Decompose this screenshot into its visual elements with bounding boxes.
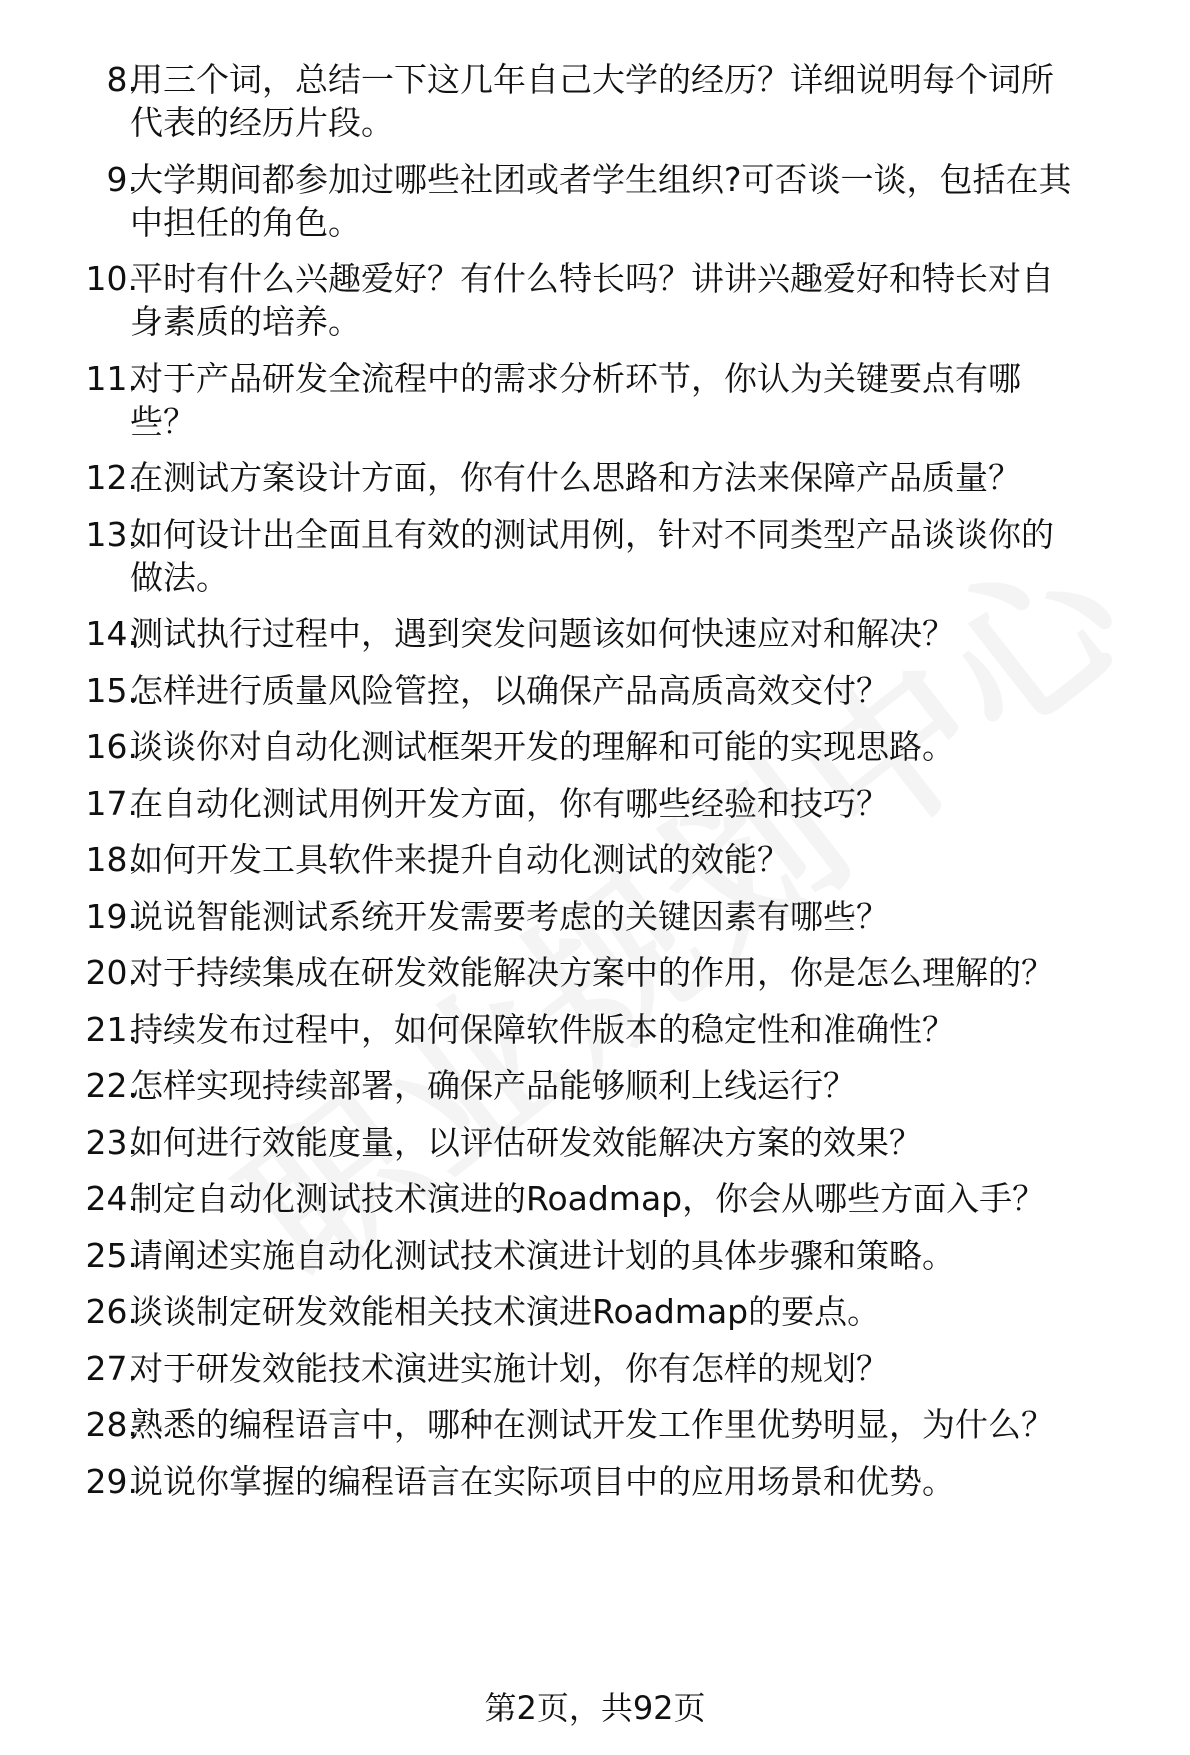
question-item bbox=[0, 1347, 1190, 1390]
question-item bbox=[0, 158, 1190, 244]
page-footer: 第2页，共92页 bbox=[484, 1689, 706, 1727]
question-number: 8. bbox=[106, 60, 138, 99]
question-text bbox=[130, 612, 1170, 655]
question-text-line: 如何开发工具软件来提升自动化测试的效能？ bbox=[130, 840, 790, 879]
question-text bbox=[130, 513, 1170, 599]
question-text bbox=[130, 1403, 1170, 1446]
question-text-line: 代表的经历片段。 bbox=[130, 103, 394, 142]
question-item bbox=[0, 725, 1190, 768]
question-number: 10. bbox=[85, 259, 138, 298]
question-text-line: 如何进行效能度量，以评估研发效能解决方案的效果？ bbox=[130, 1122, 922, 1162]
question-text bbox=[130, 1290, 1170, 1333]
question-item bbox=[0, 1064, 1190, 1107]
question-item bbox=[0, 1008, 1190, 1051]
question-item bbox=[0, 357, 1190, 443]
question-text bbox=[130, 951, 1170, 994]
question-text-line: 怎样实现持续部署，确保产品能够顺利上线运行？ bbox=[130, 1066, 856, 1105]
question-text-line: 说说智能测试系统开发需要考虑的关键因素有哪些？ bbox=[130, 896, 889, 936]
question-number: 15. bbox=[85, 670, 138, 710]
question-text bbox=[130, 1064, 1170, 1107]
question-text-line: 谈谈制定研发效能相关技术演进Roadmap的要点。 bbox=[130, 1292, 881, 1331]
question-text-line: 身素质的培养。 bbox=[130, 302, 361, 341]
question-number: 23. bbox=[85, 1122, 138, 1162]
question-text-line: 熟悉的编程语言中，哪种在测试开发工作里优势明显，为什么？ bbox=[130, 1405, 1054, 1444]
question-item bbox=[0, 456, 1190, 499]
question-text-line: 谈谈你对自动化测试框架开发的理解和可能的实现思路。 bbox=[130, 727, 955, 766]
question-text-line: 中担任的角色。 bbox=[130, 202, 361, 242]
question-text bbox=[130, 669, 1170, 712]
question-item bbox=[0, 782, 1190, 825]
question-text bbox=[130, 257, 1170, 343]
question-number: 11. bbox=[85, 358, 138, 398]
question-item bbox=[0, 1234, 1190, 1277]
question-text-line: 怎样进行质量风险管控，以确保产品高质高效交付？ bbox=[130, 670, 889, 710]
question-text-line: 对于持续集成在研发效能解决方案中的作用，你是怎么理解的？ bbox=[130, 953, 1054, 992]
question-number: 28. bbox=[85, 1405, 138, 1444]
question-text bbox=[130, 1347, 1170, 1390]
question-item bbox=[0, 1460, 1190, 1503]
question-number: 21. bbox=[85, 1009, 138, 1049]
question-item bbox=[0, 1403, 1190, 1446]
question-number: 24. bbox=[85, 1179, 138, 1218]
question-number: 16. bbox=[85, 727, 138, 766]
question-number: 17. bbox=[85, 783, 138, 823]
question-text-line: 持续发布过程中，如何保障软件版本的稳定性和准确性？ bbox=[130, 1009, 955, 1049]
question-number: 9. bbox=[106, 159, 138, 199]
question-number: 20. bbox=[85, 953, 138, 992]
question-number: 26. bbox=[85, 1292, 138, 1331]
question-text-line: 对于产品研发全流程中的需求分析环节，你认为关键要点有哪 bbox=[130, 358, 1021, 398]
question-item bbox=[0, 257, 1190, 343]
question-text-line: 做法。 bbox=[130, 557, 229, 597]
question-text bbox=[130, 1234, 1170, 1277]
question-text bbox=[130, 1121, 1170, 1164]
question-item bbox=[0, 669, 1190, 712]
question-number: 25. bbox=[85, 1235, 138, 1275]
question-item bbox=[0, 58, 1190, 144]
question-number: 22. bbox=[85, 1066, 138, 1105]
question-number: 14. bbox=[85, 614, 138, 653]
question-number: 12. bbox=[85, 458, 138, 497]
question-text bbox=[130, 725, 1170, 768]
question-text-line: 请阐述实施自动化测试技术演进计划的具体步骤和策略。 bbox=[130, 1235, 955, 1275]
question-text-line: 在测试方案设计方面，你有什么思路和方法来保障产品质量？ bbox=[130, 458, 1021, 497]
question-item bbox=[0, 1290, 1190, 1333]
question-text-line: 制定自动化测试技术演进的Roadmap，你会从哪些方面入手？ bbox=[130, 1179, 1046, 1218]
question-text-line: 平时有什么兴趣爱好？有什么特长吗？讲讲兴趣爱好和特长对自 bbox=[130, 259, 1054, 298]
question-number: 13. bbox=[85, 514, 138, 554]
question-text-line: 些？ bbox=[130, 401, 196, 441]
question-text bbox=[130, 1008, 1170, 1051]
question-item bbox=[0, 951, 1190, 994]
question-item bbox=[0, 1121, 1190, 1164]
question-text-line: 如何设计出全面且有效的测试用例，针对不同类型产品谈谈你的 bbox=[130, 514, 1054, 554]
question-item bbox=[0, 513, 1190, 599]
question-item bbox=[0, 838, 1190, 881]
question-item bbox=[0, 612, 1190, 655]
question-text-line: 测试执行过程中，遇到突发问题该如何快速应对和解决？ bbox=[130, 614, 955, 653]
question-text bbox=[130, 1460, 1170, 1503]
question-item bbox=[0, 895, 1190, 938]
question-text-line: 用三个词，总结一下这几年自己大学的经历？详细说明每个词所 bbox=[130, 60, 1054, 99]
question-number: 29. bbox=[85, 1461, 138, 1501]
question-text bbox=[130, 158, 1170, 244]
question-text-line: 在自动化测试用例开发方面，你有哪些经验和技巧？ bbox=[130, 783, 889, 823]
question-text bbox=[130, 456, 1170, 499]
question-number: 27. bbox=[85, 1348, 138, 1388]
question-text-line: 大学期间都参加过哪些社团或者学生组织?可否谈一谈，包括在其 bbox=[130, 159, 1072, 199]
question-number: 18. bbox=[85, 840, 138, 879]
question-text bbox=[130, 357, 1170, 443]
question-item bbox=[0, 1177, 1190, 1220]
question-text bbox=[130, 895, 1170, 938]
question-text bbox=[130, 1177, 1170, 1220]
question-text bbox=[130, 58, 1170, 144]
question-text bbox=[130, 838, 1170, 881]
question-text-line: 说说你掌握的编程语言在实际项目中的应用场景和优势。 bbox=[130, 1461, 955, 1501]
question-text-line: 对于研发效能技术演进实施计划，你有怎样的规划？ bbox=[130, 1348, 889, 1388]
question-number: 19. bbox=[85, 896, 138, 936]
question-text bbox=[130, 782, 1170, 825]
